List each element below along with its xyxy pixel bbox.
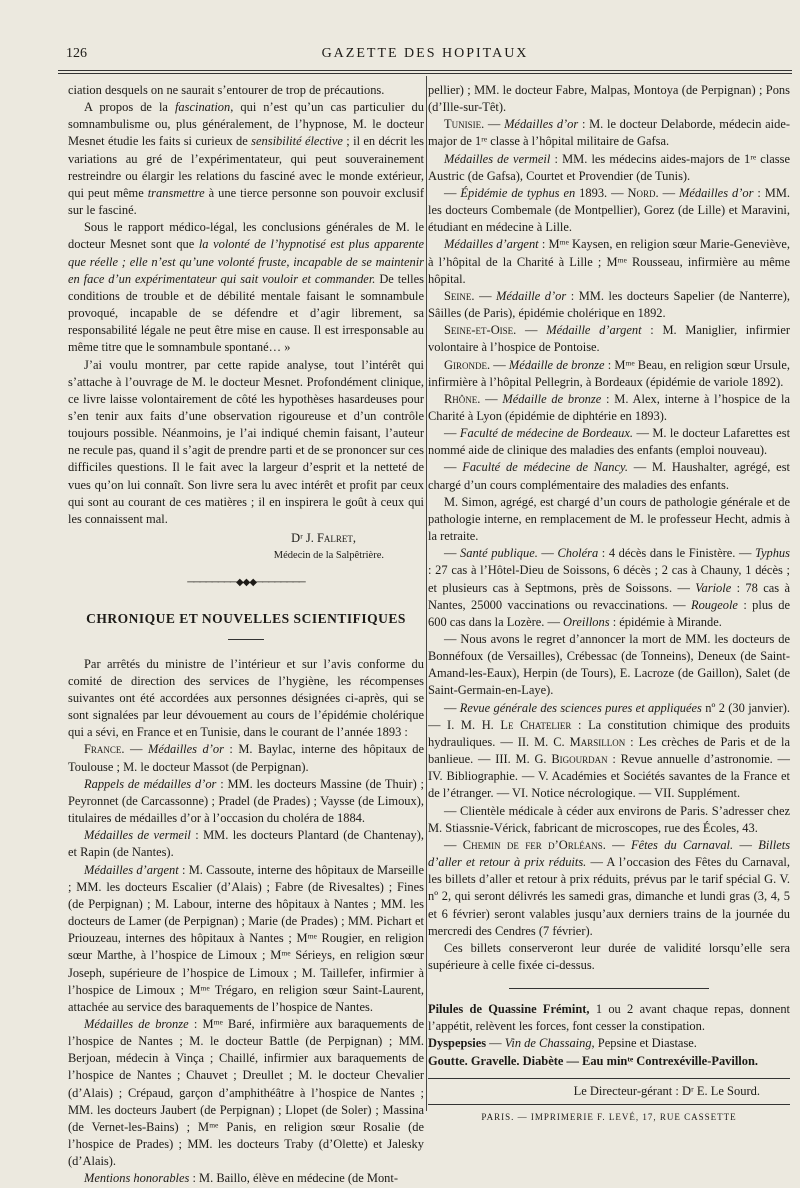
paragraph: Seine. — Médaille d’or : MM. les docteurs Sapelier (de Nanterre), Sâilles (de Paris), épidémie cholérique en 1892.: [428, 288, 790, 321]
advertisement: Dyspepsies — Vin de Chassaing, Pepsine et Diastase.: [428, 1036, 697, 1051]
director-line: Le Directeur-gérant : Dʳ E. Le Sourd.: [573, 1083, 760, 1098]
advertisement: Goutte. Gravelle. Diabète — Eau minᵗᵉ Contrexéville-Pavillon.: [428, 1053, 758, 1068]
signature-affiliation: Médecin de la Salpêtrière.: [273, 550, 384, 562]
footer-rule-2: [428, 1104, 790, 1105]
paragraph: — Chemin de fer d’Orléans. — Fêtes du Carnaval. — Billets d’aller et retour à prix réduits. — A l’occasion des Fêtes du Carnaval, les billets d’aller et retour à prix réduits, prévus par le tarif spécial G. V. nº 2, qui seront délivrés les samedi gras, dimanche et lundi gras (3, 4, 5 et 6 février) seront valables jusqu’aux derniers trains de la journée du mercredi des Cendres (7 février).: [428, 837, 791, 938]
paragraph: J’ai voulu montrer, par cette rapide analyse, tout l’intérêt qui s’attache à l’ouvrage de M. le docteur Mesnet. Profondément clinique, ce livre laisse volontairement de côté les hypothèses hasardeuses pour s’en tenir aux faits d’une observation rigoureuse et d’un contrôle toujours possible. Néanmoins, je l’ai indiqué chemin faisant, l’auteur ne recule pas, quand il s’agit de prendre parti et de se prononcer sur ces difficiles questions. Il le fait avec la largeur d’esprit et la netteté de vues qu’on lui connaît. Son livre sera lu avec intérêt et profit par ceux qui sont au courant de ces matières ; il en inspirera le goût à ceux qui les connaissent mal.: [68, 357, 424, 526]
printer-line: PARIS. — IMPRIMERIE F. LEVÉ, 17, RUE CASSETTE: [481, 1111, 737, 1122]
left-column: [68, 82, 424, 1188]
right-column: [428, 82, 790, 1126]
paragraph: ciation desquels on ne saurait s’entourer de trop de précautions.: [68, 83, 385, 97]
ornament-divider: ────────◆◆◆────────: [187, 577, 305, 589]
paragraph: — Revue générale des sciences pures et appliquées nº 2 (30 janvier). — I. M. H. Le Chatelier : La constitution chimique des produits hydrauliques. — II. M. C. Marsillon : Les crèches de Paris et de la banlieue. — III. M. G. Bigourdan : Revue annuelle d’astronomie. — IV. Bibliographie. — V. Académies et Sociétés savantes de la France et de l’étranger. — VI. Notice nécrologique. — VII. Supplément.: [428, 700, 791, 801]
advertisement: Pilules de Quassine Frémint, 1 ou 2 avant chaque repas, donnent l’appétit, relèvent les forces, font cesser la constipation.: [428, 1002, 790, 1034]
section-rule: [228, 639, 264, 640]
paragraph: M. Simon, agrégé, est chargé d’un cours de pathologie générale et de pathologie interne, en remplacement de M. le professeur Hecht, admis à la retraite.: [428, 494, 790, 544]
paragraph: Par arrêtés du ministre de l’intérieur et sur l’avis conforme du comité de direction des services de l’hygiène, les récompenses suivantes ont été accordées aux personnes désignées ci-après, qui se sont signalées par leur dévouement au cours de l’épidémie cholérique qui a sévi, en France et en Tunisie, dans le courant de l’année 1893 :: [68, 656, 424, 740]
paragraph: Médailles de vermeil : MM. les médecins aides-majors de 1ʳᵉ classe Austric (de Gafsa), Courtet et Provendier (de Tunis).: [428, 151, 790, 183]
paragraph: — Faculté de médecine de Nancy. — M. Haushalter, agrégé, est chargé d’un cours complémentaire des maladies des enfants.: [428, 460, 790, 492]
header-rule: [58, 70, 792, 71]
paragraph: — Clientèle médicale à céder aux environs de Paris. S’adresser chez M. Stiassnie-Vérick, fabricant de microscopes, rue des Écoles, 43.: [428, 803, 790, 835]
header-rule-2: [58, 73, 792, 74]
signature: Dʳ J. Falret,: [291, 531, 356, 546]
paragraph: Rappels de médailles d’or : MM. les docteurs Massine (de Thuir) ; Peyronnet (de Carcassonne) ; Pradel (de Prades) ; Vaysse (de Limoux), titulaires de médailles d’or à l’occasion du choléra de 1884.: [68, 776, 424, 826]
paragraph: Tunisie. — Médailles d’or : M. le docteur Delaborde, médecin aide-major de 1ʳᵉ classe à l’hôpital militaire de Gafsa.: [428, 117, 791, 149]
paragraph: pellier) ; MM. le docteur Fabre, Malpas, Montoya (de Perpignan) ; Pons (d’Ille-sur-Têt).: [428, 83, 790, 115]
paragraph: Médailles de vermeil : MM. les docteurs Plantard (de Chantenay), et Rapin (de Nantes).: [68, 828, 424, 860]
paragraph: Mentions honorables : M. Baillo, élève en médecine (de Mont-: [84, 1171, 398, 1186]
paragraph: A propos de la fascination, qui n’est qu’un cas particulier du somnambulisme ou, plus généralement, de l’hypnose, M. le docteur Mesnet étudie les faits si curieux de sensibilité élective ; il en décrit les variations au gré de l’expérimentateur, qui peut souverainement restreindre ou élargir les relations du fasciné avec le monde extérieur, qui peut même transmettre à une tierce personne son pouvoir exclusif sur le fasciné.: [68, 100, 425, 218]
paragraph: Médailles de bronze : Mᵐᵉ Baré, infirmière aux baraquements de l’hospice de Nantes ; M. le docteur Battle (de Perpignan) ; MM. Berjoan, médecin à Vinça ; Chaillé, infirmier aux baraquements de l’hospice de Nantes ; Chauvet ; Dreullet ; M. le docteur Chevalier (d’Alais) ; Crépaud, garçon d’amphithéâtre à l’hospice de Nantes ; MM. les docteurs Jaubert (de Perpignan) ; Llopet (de Soler) ; Massina (de Vernet-les-Bains) ; Mᵐᵉ Panis, en religion sœur Rosalie (de l’hospice de Prades) ; MM. les docteurs Traby (d’Olette) et Jalesky (d’Alais).: [68, 1016, 424, 1169]
column-divider: [426, 76, 427, 1111]
paragraph: — Nous avons le regret d’annoncer la mort de MM. les docteurs de Bonnéfoux (de Versailles), Crébessac (de Tonneins), Deneux (de Saint-Amand-les-Eaux), Herpin (de Tours), E. Lacroze (de Gaillon), Salet (de Saint-Germain-en-Laye).: [428, 632, 790, 698]
paragraph: — Épidémie de typhus en 1893. — Nord. — Médailles d’or : MM. les docteurs Combemale (de Montpellier), Gorez (de Lille) et Maravini, étudiant en médecine à Lille.: [428, 185, 791, 235]
page-number: 126: [66, 46, 87, 61]
running-title: GAZETTE DES HOPITAUX: [321, 46, 529, 61]
paragraph: Rhône. — Médaille de bronze : M. Alex, interne à l’hospice de la Charité à Lyon (épidémie de diphtérie en 1893).: [428, 391, 791, 423]
footer-rule: [428, 1078, 790, 1079]
page-header: [58, 44, 792, 68]
paragraph: — Santé publique. — Choléra : 4 décès dans le Finistère. — Typhus : 27 cas à l’Hôtel-Dieu de Soissons, 6 décès ; 2 cas à Chauny, 1 décès ; et plusieurs cas à Septmons, près de Soissons. — Variole : 78 cas à Nantes, 25000 vaccinations ou revaccinations. — Rougeole : plus de 600 cas dans la Lozère. — Oreillons : épidémie à Mirande.: [428, 546, 790, 629]
ad-separator: [509, 988, 709, 989]
section-title: CHRONIQUE ET NOUVELLES SCIENTIFIQUES: [86, 610, 406, 626]
paragraph: Médailles d’argent : Mᵐᵉ Kaysen, en religion sœur Marie-Geneviève, à l’hôpital de la Charité à Lille ; Mᵐᵉ Rousseau, infirmière au même hôpital.: [428, 237, 790, 286]
paragraph: Seine-et-Oise. — Médaille d’argent : M. Maniglier, infirmier volontaire à l’hospice de Pontoise.: [428, 323, 791, 355]
paragraph: — Faculté de médecine de Bordeaux. — M. le docteur Lafarettes est nommé aide de clinique des maladies des enfants (emploi nouveau).: [428, 426, 791, 458]
paragraph: Médailles d’argent : M. Cassoute, interne des hôpitaux de Marseille ; MM. les docteurs Escalier (d’Alais) ; Fabre (de Rivesaltes) ; Fines (de Perpignan) ; M. Labour, interne des hôpitaux à Nantes ; MM. les docteurs de Lamer (de Perpignan) ; Marie (de Prades) ; MM. Pichart et Priouzeau, internes des hôpitaux à Nantes ; Mᵐᵉ Rougier, en religion sœur Marthe, à l’hospice de Limoux ; Mᵐᵉ Sérieys, en religion sœur Joseph, supérieure de l’hospice de Limoux ; M. Taillefer, infirmier à l’hospice de Limoux ; Mᵐᵉ Trégaro, en religion sœur Saint-Laurent, attachée au service des baraquements de l’hospice de Nantes.: [68, 862, 424, 1014]
paragraph: Sous le rapport médico-légal, les conclusions générales de M. le docteur Mesnet sont que la volonté de l’hypnotisé est plus apparente que réelle ; elle n’est qu’une volonté fruste, incapable de se maintenir en face d’un expérimentateur qui sait vouloir et commander. De telles conditions de trouble et de débilité mentale faisant le somnambule provoqué, incapable de se défendre et d’agir librement, sa responsabilité légale ne peut être mise en cause. Il est irresponsable au même titre que le somnambule spontané… »: [68, 220, 424, 355]
paragraph: Ces billets conserveront leur durée de validité lorsqu’elle sera supérieure à celle fixée ci-dessus.: [428, 940, 790, 972]
paragraph: Gironde. — Médaille de bronze : Mᵐᵉ Beau, en religion sœur Ursule, infirmière à l’hôpital Pellegrin, à Bordeaux (épidémie de variole 1892).: [428, 357, 790, 389]
paragraph: France. — Médailles d’or : M. Baylac, interne des hôpitaux de Toulouse ; M. le docteur Massot (de Perpignan).: [68, 742, 425, 774]
